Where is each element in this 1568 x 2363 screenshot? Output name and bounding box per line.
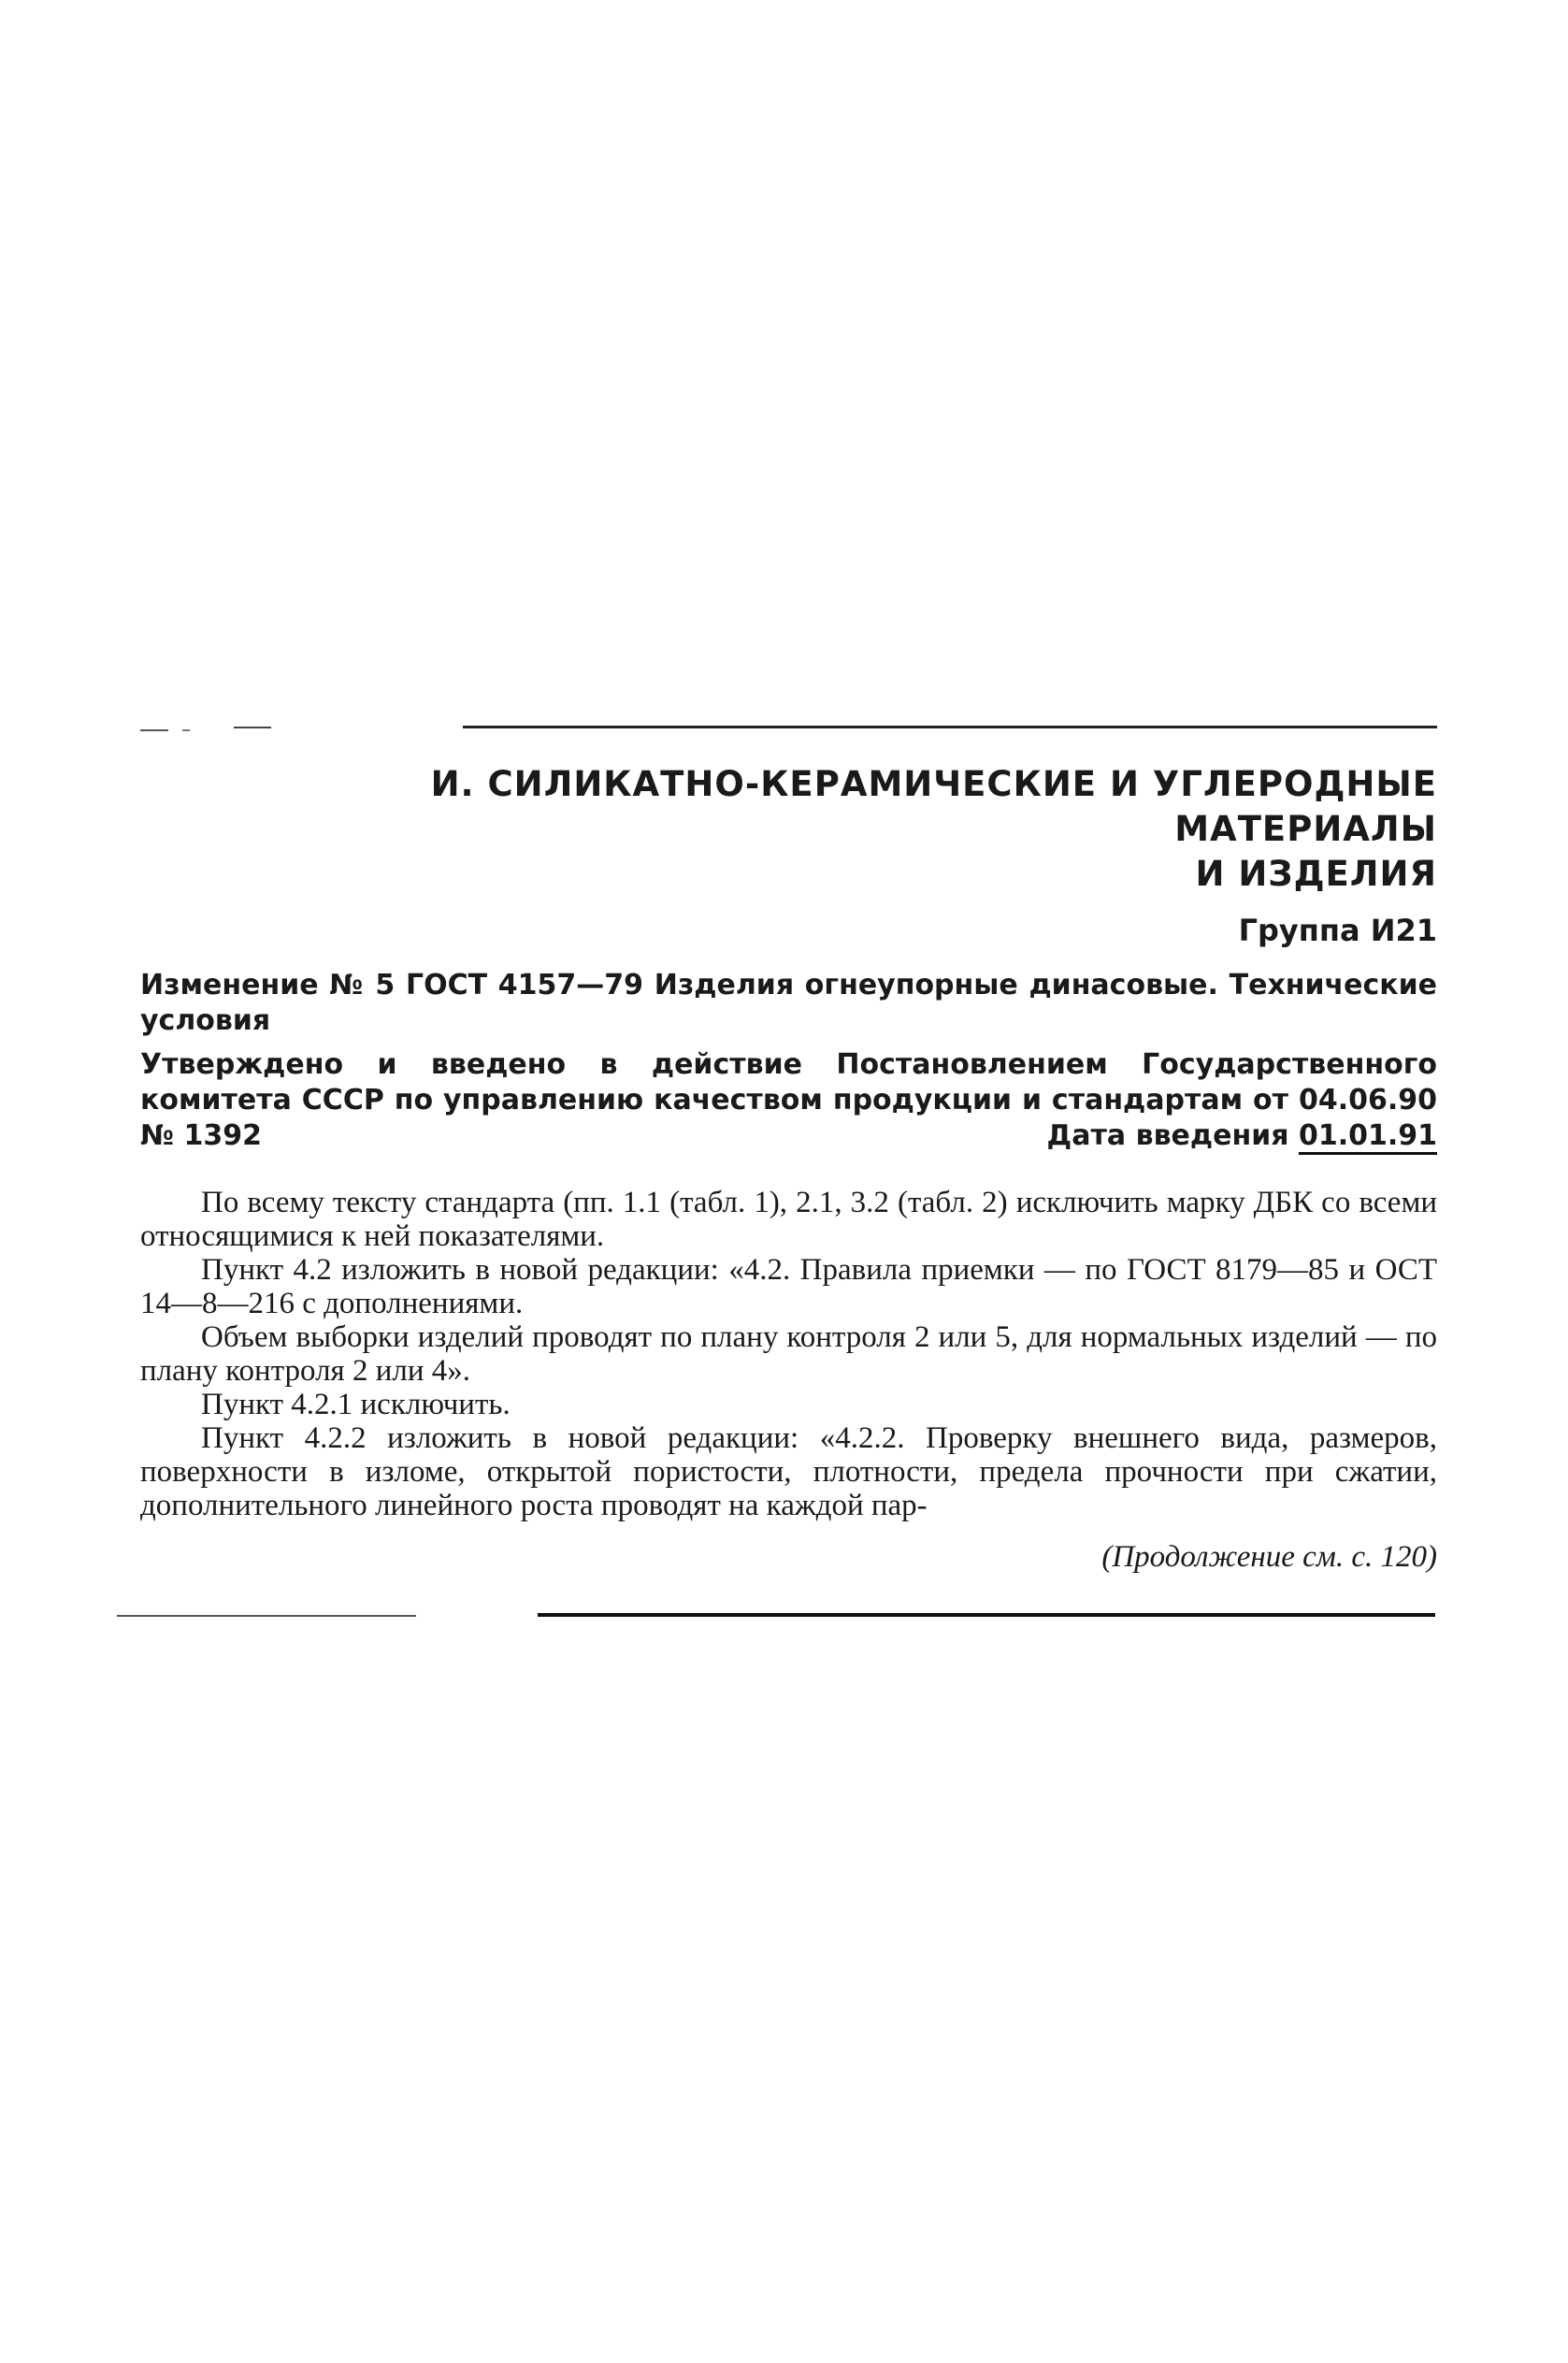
paragraph: Пункт 4.2.1 исключить. <box>201 1388 511 1421</box>
change-title: Изменение № 5 ГОСТ 4157—79 Изделия огнеупорные динасовые. Технические условия <box>140 969 1437 1037</box>
approval-statement: Утверждено и введено в действие Постановлением Государственного комитета СССР по управлению качеством продукции и стандартам от 04.06.90 № 1392 <box>140 1048 1437 1152</box>
top-rule-fragment <box>234 727 271 728</box>
section-heading-line-2: И ИЗДЕЛИЯ <box>1195 854 1437 894</box>
paragraph: Пункт 4.2 изложить в новой редакции: «4.2. Правила приемки — по ГОСТ 8179—85 и ОСТ 14—8—216 с дополнениями. <box>140 1253 1437 1320</box>
effective-date-value: 01.01.91 <box>1299 1119 1437 1155</box>
effective-date-label: Дата введения <box>1046 1119 1289 1152</box>
bottom-rule <box>538 1613 1435 1617</box>
top-rule <box>463 726 1437 728</box>
section-heading-line-1: И. СИЛИКАТНО-КЕРАМИЧЕСКИЕ И УГЛЕРОДНЫЕ МАТЕРИАЛЫ <box>430 764 1437 849</box>
paragraph: Объем выборки изделий проводят по плану контроля 2 или 5, для нормальных изделий — по плану контроля 2 или 4». <box>140 1320 1437 1388</box>
top-rule-fragment <box>182 729 190 731</box>
bottom-rule-fragment <box>117 1615 416 1617</box>
paragraph: По всему тексту стандарта (пп. 1.1 (табл. 1), 2.1, 3.2 (табл. 2) исключить марку ДБК со всеми относящимися к ней показателями. <box>140 1186 1437 1253</box>
group-label: Группа И21 <box>1238 913 1437 948</box>
paragraph: Пункт 4.2.2 изложить в новой редакции: «4.2.2. Проверку внешнего вида, размеров, поверхности в изломе, открытой пористости, плотности, предела прочности при сжатии, дополнительного линейного роста проводят на каждой пар- <box>140 1421 1437 1522</box>
top-rule-fragment <box>140 729 168 731</box>
document-body <box>140 1186 1437 1522</box>
continued-note: (Продолжение см. с. 120) <box>1101 1540 1437 1574</box>
section-heading <box>222 762 1437 897</box>
effective-date <box>1047 1118 1437 1154</box>
